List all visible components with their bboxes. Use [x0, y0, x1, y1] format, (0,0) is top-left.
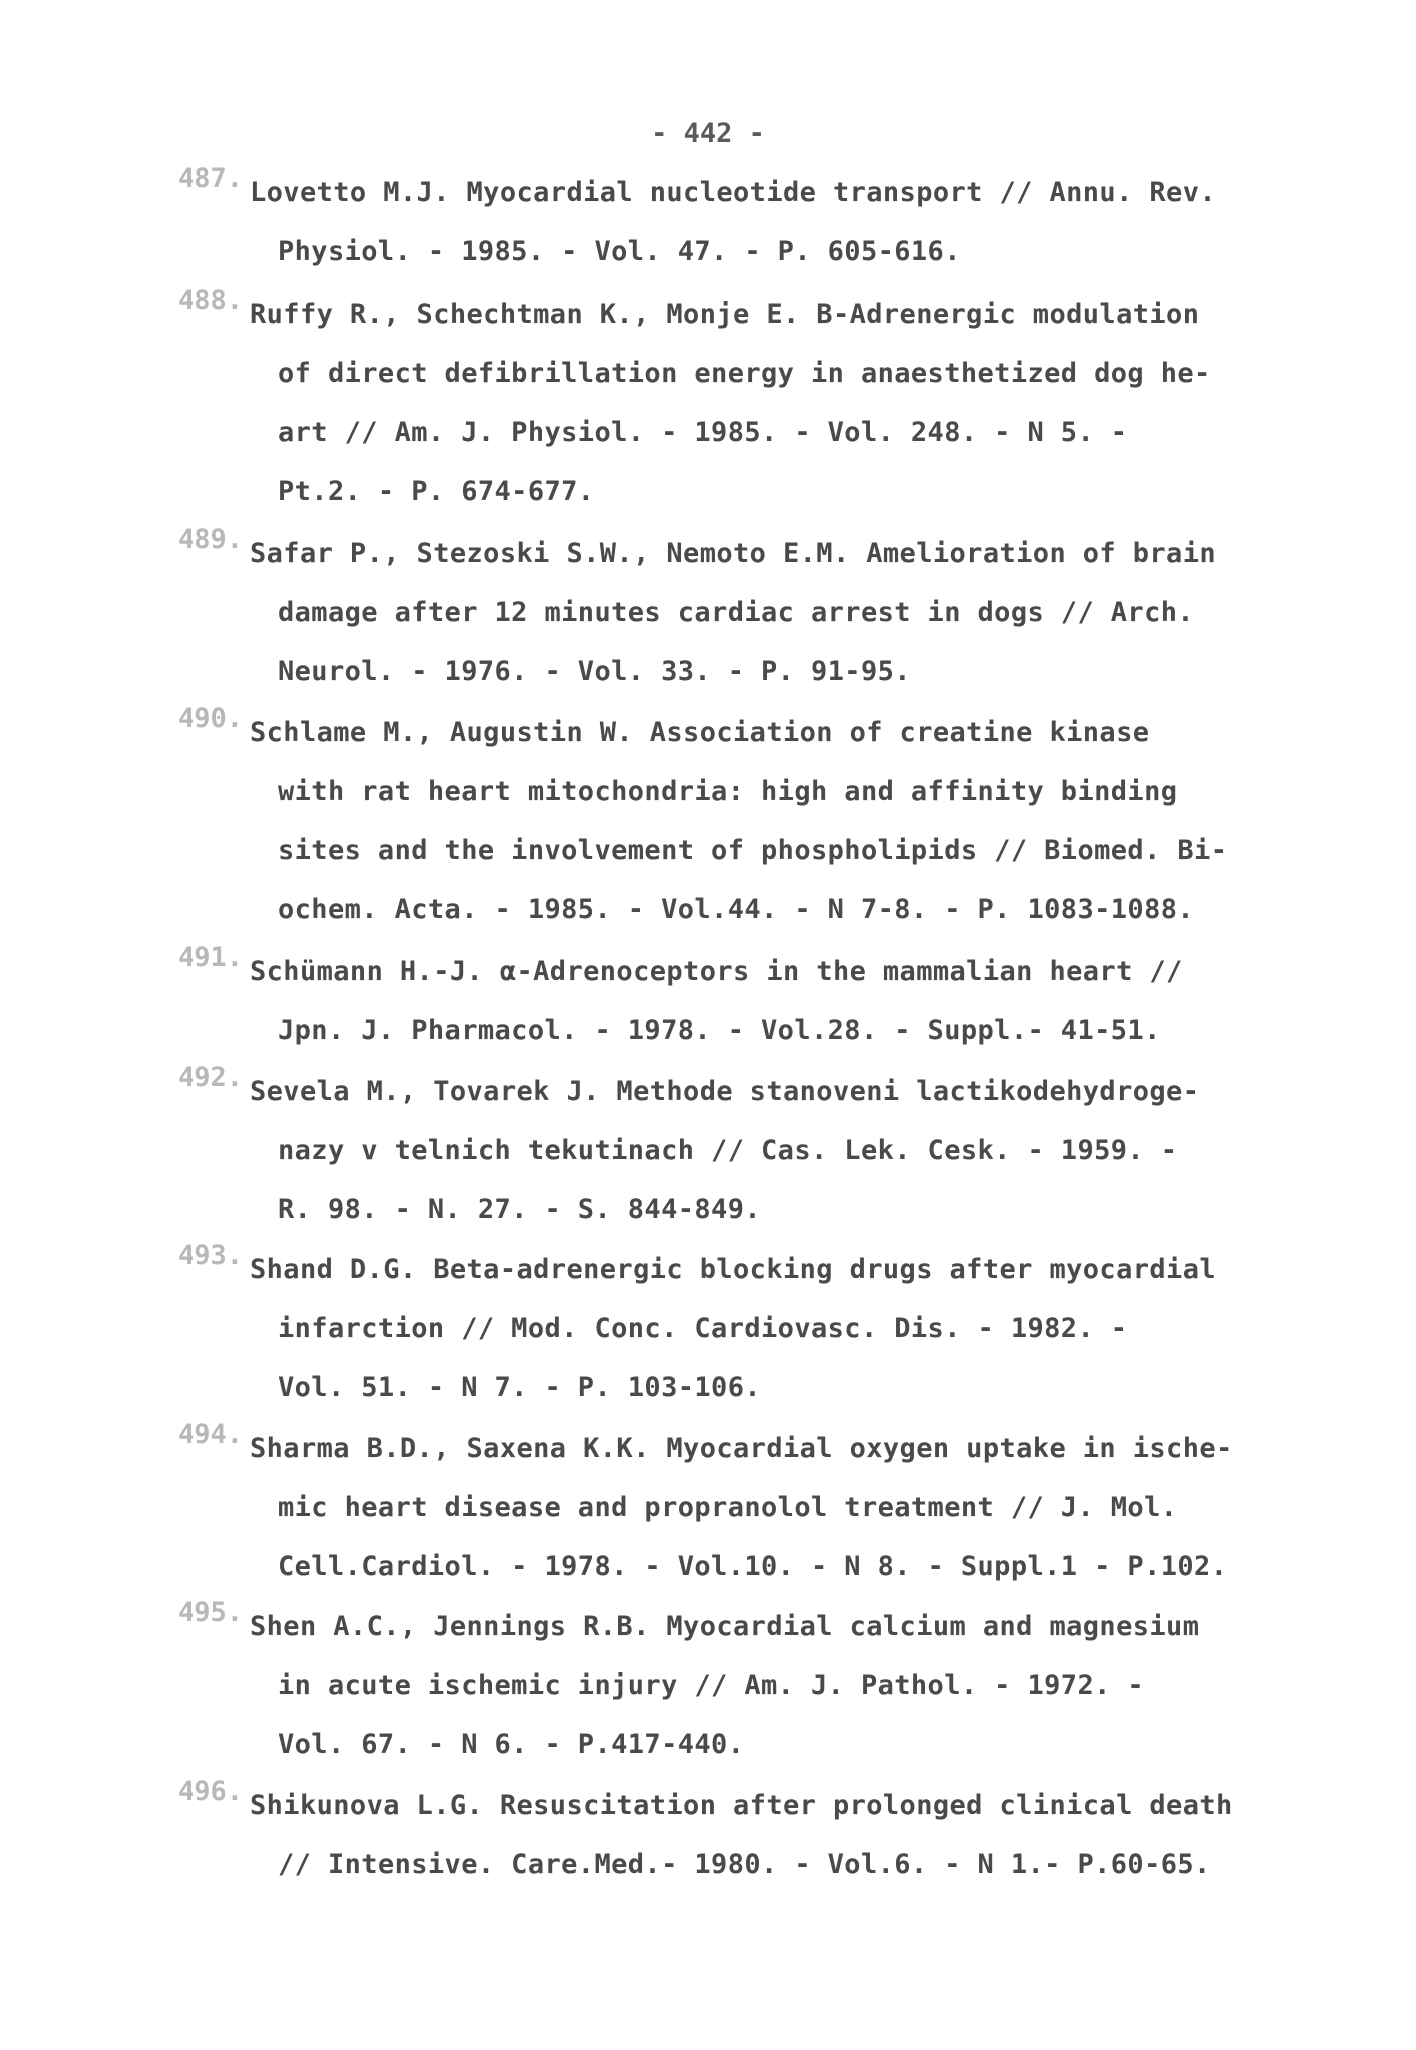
reference-line: Lovetto M.J. Myocardial nucleotide transport // Annu. Rev. [250, 177, 1217, 208]
reference-line: Pt.2. - P. 674-677. [278, 476, 595, 507]
reference-line: R. 98. - N. 27. - S. 844-849. [278, 1194, 762, 1225]
reference-line: with rat heart mitochondria: high and affinity binding [278, 776, 1178, 807]
reference-line: Schlame M., Augustin W. Association of creatine kinase [250, 717, 1150, 748]
reference-line: Vol. 51. - N 7. - P. 103-106. [278, 1372, 762, 1403]
reference-number: 487. [178, 163, 244, 194]
reference-number: 496. [178, 1776, 244, 1807]
reference-line: damage after 12 minutes cardiac arrest in dogs // Arch. [278, 597, 1195, 628]
reference-number: 492. [178, 1062, 244, 1093]
reference-line: Cell.Cardiol. - 1978. - Vol.10. - N 8. - Suppl.1 - P.102. [278, 1551, 1228, 1582]
reference-line: Ruffy R., Schechtman K., Monje E. B-Adrenergic modulation [250, 299, 1200, 330]
reference-number: 495. [178, 1597, 244, 1628]
reference-line: Neurol. - 1976. - Vol. 33. - P. 91-95. [278, 656, 911, 687]
reference-line: // Intensive. Care.Med.- 1980. - Vol.6. - N 1.- P.60-65. [278, 1849, 1211, 1880]
reference-line: nazy v telnich tekutinach // Cas. Lek. Cesk. - 1959. - [278, 1135, 1178, 1166]
page-number: - 442 - [651, 118, 765, 149]
reference-number: 493. [178, 1240, 244, 1271]
reference-number: 490. [178, 703, 244, 734]
reference-line: Sevela M., Tovarek J. Methode stanoveni lactikodehydroge- [250, 1076, 1200, 1107]
reference-line: Sharma B.D., Saxena K.K. Myocardial oxygen uptake in ische- [250, 1433, 1233, 1464]
reference-line: Safar P., Stezoski S.W., Nemoto E.M. Amelioration of brain [250, 538, 1217, 569]
reference-number: 494. [178, 1419, 244, 1450]
reference-line: in acute ischemic injury // Am. J. Pathol. - 1972. - [278, 1670, 1145, 1701]
reference-line: of direct defibrillation energy in anaesthetized dog he- [278, 358, 1211, 389]
reference-line: Jpn. J. Pharmacol. - 1978. - Vol.28. - Suppl.- 41-51. [278, 1015, 1161, 1046]
reference-number: 489. [178, 524, 244, 555]
reference-line: art // Am. J. Physiol. - 1985. - Vol. 248. - N 5. - [278, 417, 1128, 448]
reference-line: sites and the involvement of phospholipids // Biomed. Bi- [278, 835, 1228, 866]
reference-line: ochem. Acta. - 1985. - Vol.44. - N 7-8. - P. 1083-1088. [278, 894, 1195, 925]
reference-number: 488. [178, 285, 244, 316]
reference-line: Schümann H.-J. α-Adrenoceptors in the mammalian heart // [250, 956, 1183, 987]
reference-line: infarction // Mod. Conc. Cardiovasc. Dis. - 1982. - [278, 1313, 1128, 1344]
reference-line: mic heart disease and propranolol treatment // J. Mol. [278, 1492, 1178, 1523]
reference-line: Shen A.C., Jennings R.B. Myocardial calcium and magnesium [250, 1611, 1200, 1642]
reference-line: Physiol. - 1985. - Vol. 47. - P. 605-616. [278, 236, 961, 267]
reference-line: Shand D.G. Beta-adrenergic blocking drugs after myocardial [250, 1254, 1217, 1285]
reference-number: 491. [178, 942, 244, 973]
reference-line: Shikunova L.G. Resuscitation after prolonged clinical death [250, 1790, 1233, 1821]
reference-line: Vol. 67. - N 6. - P.417-440. [278, 1729, 745, 1760]
